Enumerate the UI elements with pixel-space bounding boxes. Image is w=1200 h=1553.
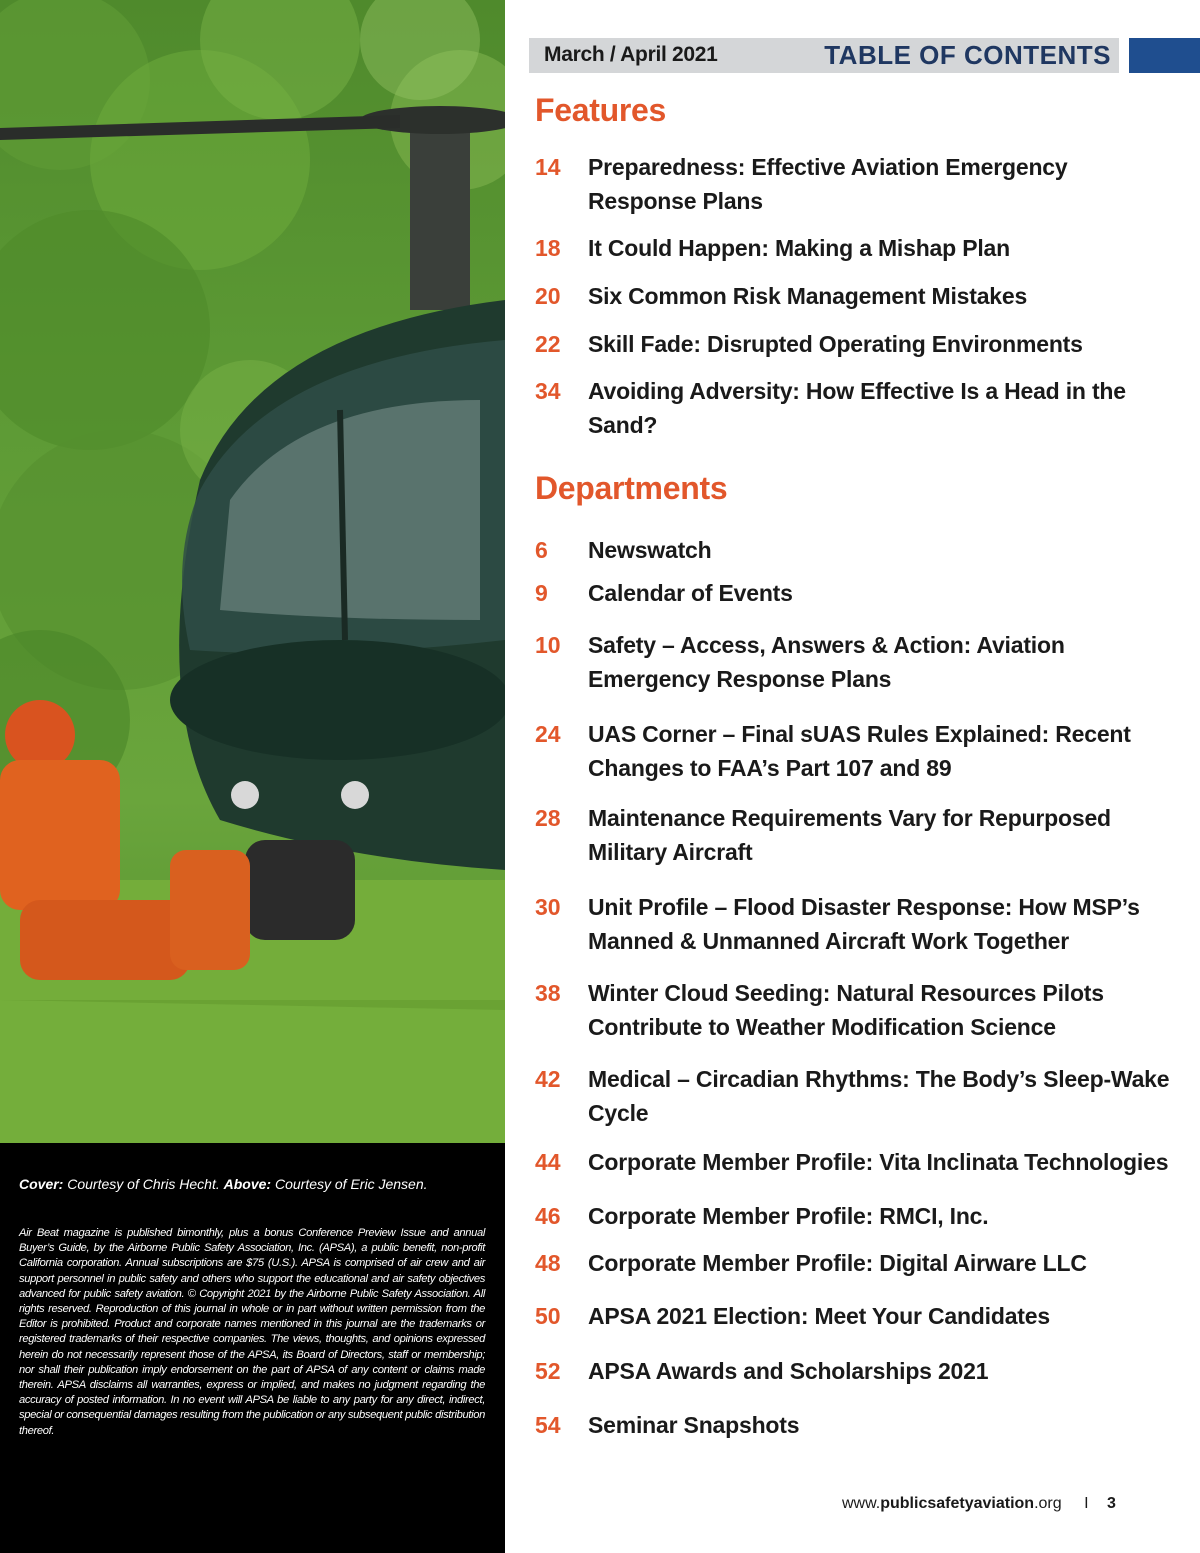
left-column xyxy=(0,0,505,1553)
toc-page-number: 20 xyxy=(535,283,561,309)
toc-page-number: 6 xyxy=(535,537,548,563)
issue-date: March / April 2021 xyxy=(544,43,718,66)
toc-entry-title: Skill Fade: Disrupted Operating Environments xyxy=(588,331,1083,357)
toc-page-number: 10 xyxy=(535,632,561,658)
toc-page-number: 28 xyxy=(535,805,561,831)
toc-page-number: 50 xyxy=(535,1303,561,1329)
toc-header-bar xyxy=(529,38,1119,73)
toc-entry-title: Maintenance Requirements Vary for Repurposed Military Aircraft xyxy=(588,805,1111,865)
header-accent-block xyxy=(1129,38,1200,73)
toc-entry-title: Corporate Member Profile: RMCI, Inc. xyxy=(588,1203,989,1229)
toc-entry-title: APSA Awards and Scholarships 2021 xyxy=(588,1358,989,1384)
toc-entry-title: Avoiding Adversity: How Effective Is a Head in the Sand? xyxy=(588,378,1126,438)
above-credit-label: Above: xyxy=(223,1176,272,1192)
toc-page-number: 48 xyxy=(535,1250,561,1276)
toc-entry-title: Calendar of Events xyxy=(588,580,793,606)
page-footer xyxy=(842,1495,1116,1513)
url-domain: publicsafetyaviation xyxy=(880,1495,1035,1512)
features-heading: Features xyxy=(535,92,666,128)
page-title: TABLE OF CONTENTS xyxy=(824,40,1111,70)
toc-entry-title: Unit Profile – Flood Disaster Response: How MSP’s Manned & Unmanned Aircraft Work Together xyxy=(588,894,1140,954)
cover-photo xyxy=(0,0,505,1143)
toc-page-number: 52 xyxy=(535,1358,561,1384)
toc-entry-title: Six Common Risk Management Mistakes xyxy=(588,283,1028,309)
page-number: 3 xyxy=(1107,1495,1116,1512)
toc-entry-title: Preparedness: Effective Aviation Emergency Response Plans xyxy=(588,154,1068,214)
above-credit-text: Courtesy of Eric Jensen. xyxy=(274,1176,428,1192)
toc-page-number: 9 xyxy=(535,580,548,606)
cover-credit-text: Courtesy of Chris Hecht. xyxy=(67,1176,220,1192)
toc-entry-title: Medical – Circadian Rhythms: The Body’s Sleep-Wake Cycle xyxy=(588,1066,1170,1126)
cover-credit-label: Cover: xyxy=(19,1176,64,1192)
toc-page-number: 14 xyxy=(535,154,561,180)
website-link[interactable] xyxy=(842,1495,1062,1512)
url-suffix: .org xyxy=(1034,1495,1062,1512)
photo-credits xyxy=(19,1175,485,1193)
toc-entry-title: Corporate Member Profile: Digital Airware LLC xyxy=(588,1250,1087,1276)
toc-page-number: 34 xyxy=(535,378,561,404)
toc-page-number: 18 xyxy=(535,235,561,261)
toc-page-number: 54 xyxy=(535,1412,561,1438)
toc-entry-title: Winter Cloud Seeding: Natural Resources Pilots Contribute to Weather Modification Science xyxy=(588,980,1104,1040)
toc-page-number: 44 xyxy=(535,1149,561,1175)
toc-page-number: 30 xyxy=(535,894,561,920)
toc-page-number: 24 xyxy=(535,721,561,747)
caption-box xyxy=(0,1143,505,1553)
toc-entry-title: It Could Happen: Making a Mishap Plan xyxy=(588,235,1010,261)
toc-entry-title: Seminar Snapshots xyxy=(588,1412,800,1438)
footer-separator: I xyxy=(1084,1495,1089,1512)
toc-entry-title: APSA 2021 Election: Meet Your Candidates xyxy=(588,1303,1050,1329)
url-prefix: www. xyxy=(842,1495,881,1512)
helicopter-with-crew-in-field-icon xyxy=(0,0,505,1143)
toc-entry-title: Safety – Access, Answers & Action: Aviation Emergency Response Plans xyxy=(588,632,1065,692)
toc-page-number: 22 xyxy=(535,331,561,357)
toc-entry-title: Newswatch xyxy=(588,537,712,563)
toc-entry-title: Corporate Member Profile: Vita Inclinata Technologies xyxy=(588,1149,1169,1175)
toc-entry-title: UAS Corner – Final sUAS Rules Explained: Recent Changes to FAA’s Part 107 and 89 xyxy=(588,721,1131,781)
legal-notice: Air Beat magazine is published bimonthly, plus a bonus Conference Preview Issue and annual Buyer’s Guide, by the Airborne Public Safety Association, Inc. (APSA), a public benefit, non-profit California corporation. Annual subscriptions are $75 (U.S.). APSA is comprised of air crew and air support personnel in public safety and others who support the educational and air safety objectives advanced for public safety aviation. © Copyright 2021 by the Airborne Public Safety Association. All rights reserved. Reproduction of this journal in whole or in part without written permission from the Editor is prohibited. Product and corporate names mentioned in this journal are the trademarks or registered trademarks of their respective companies. The views, thoughts, and opinions expressed herein do not necessarily represent those of the APSA, its Board of Directors, staff or membership; nor shall their publication imply endorsement on the part of APSA of any content or claims made therein. APSA disclaims all warranties, express or implied, and makes no judgment regarding the accuracy of posted information. In no event will APSA be liable to any party for any direct, indirect, special or consequential damages resulting from the publication or any subsequent public distribution thereof. xyxy=(19,1227,485,1437)
toc-page-number: 46 xyxy=(535,1203,561,1229)
departments-heading: Departments xyxy=(535,470,728,506)
toc-page-number: 42 xyxy=(535,1066,561,1092)
toc-page-number: 38 xyxy=(535,980,561,1006)
